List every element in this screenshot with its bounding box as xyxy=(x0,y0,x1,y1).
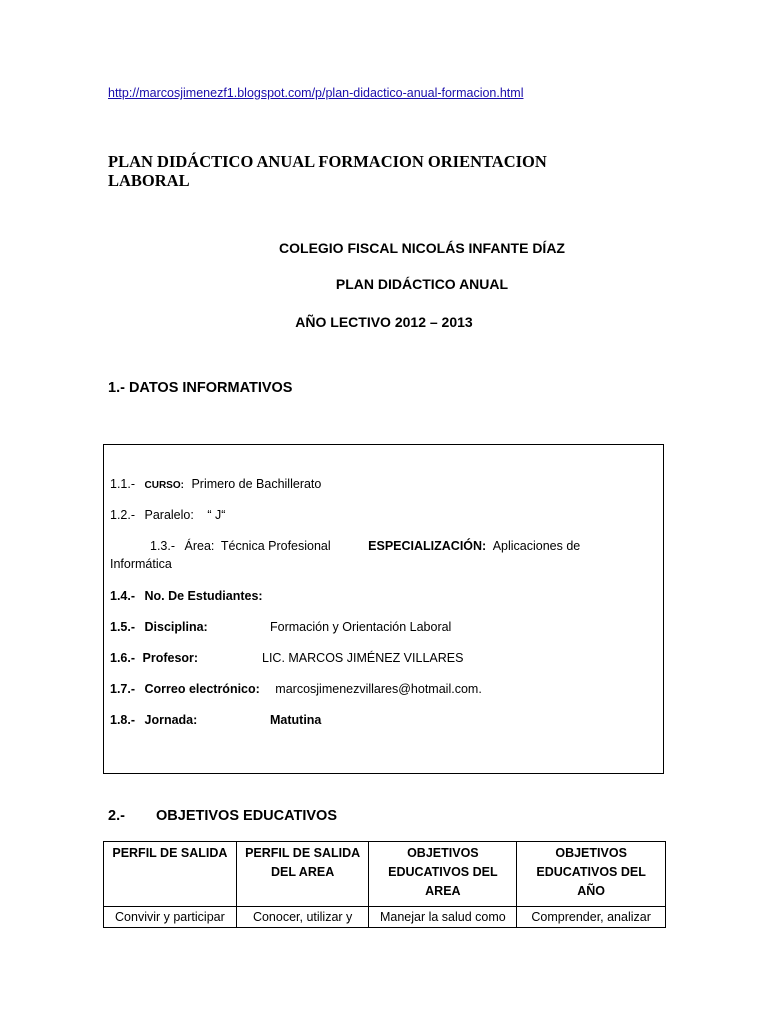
especializacion-cont: Informática xyxy=(110,557,172,571)
table-header-cell: OBJETIVOS EDUCATIVOS DEL AÑO xyxy=(517,842,666,907)
table-header-row xyxy=(104,842,666,907)
document-title: PLAN DIDÁCTICO ANUAL FORMACION ORIENTACION LABORAL xyxy=(108,152,547,190)
profesor-num: 1.6.- xyxy=(110,651,136,665)
section-2-title xyxy=(108,808,337,824)
profesor-value: LIC. MARCOS JIMÉNEZ VILLARES xyxy=(262,651,464,665)
info-curso xyxy=(110,477,321,491)
objectives-table xyxy=(103,841,666,928)
table-cell: Convivir y participar xyxy=(104,907,237,928)
especializacion-label: ESPECIALIZACIÓN: xyxy=(368,539,487,553)
paralelo-num: 1.2.- xyxy=(110,508,136,522)
correo-num: 1.7.- xyxy=(110,682,136,696)
section-1-title: 1.- DATOS INFORMATIVOS xyxy=(108,380,293,396)
estudiantes-label: No. De Estudiantes: xyxy=(144,589,263,603)
disciplina-value: Formación y Orientación Laboral xyxy=(270,620,452,634)
info-area xyxy=(150,539,580,553)
table-header-cell: PERFIL DE SALIDA xyxy=(104,842,237,907)
disciplina-num: 1.5.- xyxy=(110,620,136,634)
info-paralelo xyxy=(110,508,225,522)
source-link[interactable]: http://marcosjimenezf1.blogspot.com/p/plan-didactico-anual-formacion.html xyxy=(108,86,524,100)
correo-value: marcosjimenezvillares@hotmail.com. xyxy=(275,682,482,696)
correo-label: Correo electrónico: xyxy=(144,682,260,696)
jornada-value: Matutina xyxy=(270,713,322,727)
disciplina-label: Disciplina: xyxy=(144,620,208,634)
info-disciplina xyxy=(110,620,452,634)
info-jornada xyxy=(110,713,322,727)
school-name: COLEGIO FISCAL NICOLÁS INFANTE DÍAZ xyxy=(279,240,565,256)
area-label: Área: xyxy=(184,539,215,553)
curso-num: 1.1.- xyxy=(110,477,136,491)
paralelo-label: Paralelo: xyxy=(144,508,194,522)
section-2-text: OBJETIVOS EDUCATIVOS xyxy=(156,808,338,824)
jornada-label: Jornada: xyxy=(144,713,198,727)
especializacion-value: Aplicaciones de xyxy=(492,539,581,553)
profesor-label: Profesor: xyxy=(142,651,199,665)
paralelo-value: “ J“ xyxy=(207,508,226,522)
table-header-cell: OBJETIVOS EDUCATIVOS DEL AREA xyxy=(369,842,517,907)
area-value: Técnica Profesional xyxy=(220,539,331,553)
jornada-num: 1.8.- xyxy=(110,713,136,727)
table-row xyxy=(104,907,666,928)
table-cell: Manejar la salud como xyxy=(369,907,517,928)
curso-label: CURSO: xyxy=(144,480,184,491)
table-header-cell: PERFIL DE SALIDA DEL AREA xyxy=(236,842,369,907)
area-num: 1.3.- xyxy=(150,539,176,553)
info-box xyxy=(103,444,664,774)
section-2-num: 2.- xyxy=(108,808,125,824)
info-profesor xyxy=(110,651,464,665)
info-estudiantes xyxy=(110,589,263,603)
estudiantes-num: 1.4.- xyxy=(110,589,136,603)
info-area-cont xyxy=(110,557,172,571)
info-correo xyxy=(110,682,482,696)
table-cell: Comprender, analizar xyxy=(517,907,666,928)
table-cell: Conocer, utilizar y xyxy=(236,907,369,928)
curso-value: Primero de Bachillerato xyxy=(191,477,322,491)
plan-heading: PLAN DIDÁCTICO ANUAL xyxy=(335,276,509,292)
school-year: AÑO LECTIVO 2012 – 2013 xyxy=(295,314,473,330)
